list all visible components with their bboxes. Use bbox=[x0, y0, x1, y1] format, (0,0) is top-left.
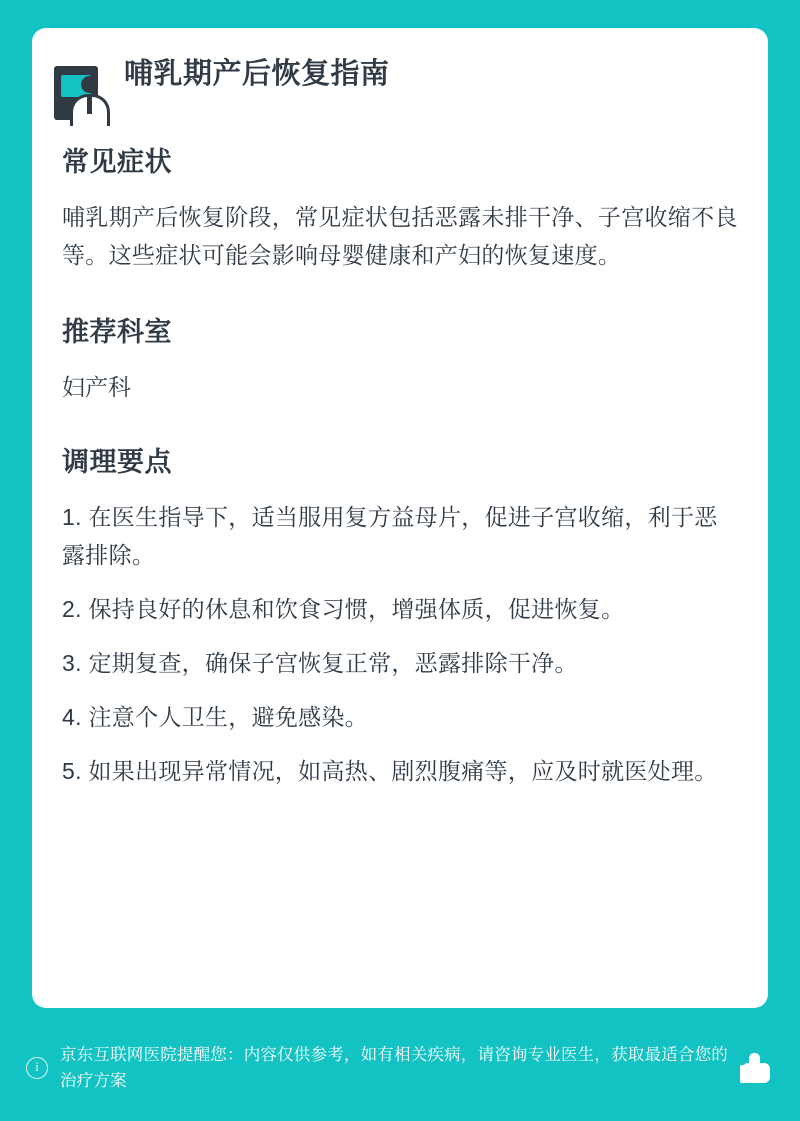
person-tie-shape bbox=[87, 96, 92, 114]
section-heading-department: 推荐科室 bbox=[62, 317, 172, 347]
person-shape bbox=[68, 76, 112, 126]
list-item: 3. 定期复查，确保子宫恢复正常，恶露排除干净。 bbox=[62, 650, 578, 676]
thumbs-up-icon[interactable] bbox=[740, 1051, 774, 1085]
page-title: 哺乳期产后恢复指南 bbox=[124, 58, 390, 90]
thumbs-up-cuff-shape bbox=[740, 1065, 747, 1083]
list-item: 1. 在医生指导下，适当服用复方益母片，促进子宫收缩，利于恶露排除。 bbox=[62, 504, 718, 568]
list-item: 5. 如果出现异常情况，如高热、剧烈腹痛等，应及时就医处理。 bbox=[62, 758, 718, 784]
section-heading-care: 调理要点 bbox=[62, 447, 172, 477]
list-item: 2. 保持良好的休息和饮食习惯，增强体质，促进恢复。 bbox=[62, 596, 625, 622]
document-person-icon bbox=[54, 66, 110, 126]
section-text-department: 妇产科 bbox=[62, 374, 131, 400]
disclaimer-text: 京东互联网医院提醒您：内容仅供参考，如有相关疾病，请咨询专业医生，获取最适合您的治疗方案 bbox=[60, 1046, 728, 1090]
section-heading-symptoms: 常见症状 bbox=[62, 147, 172, 177]
care-points-list bbox=[62, 498, 738, 790]
thumbs-up-palm-shape bbox=[744, 1063, 770, 1083]
section-text-symptoms: 哺乳期产后恢复阶段，常见症状包括恶露未排干净、子宫收缩不良等。这些症状可能会影响母婴健康和产妇的恢复速度。 bbox=[62, 204, 738, 268]
footer-disclaimer-bar bbox=[0, 1033, 800, 1103]
list-item: 4. 注意个人卫生，避免感染。 bbox=[62, 704, 369, 730]
person-head-shape bbox=[81, 76, 98, 93]
content-card bbox=[32, 28, 768, 1008]
info-icon: i bbox=[26, 1057, 48, 1079]
